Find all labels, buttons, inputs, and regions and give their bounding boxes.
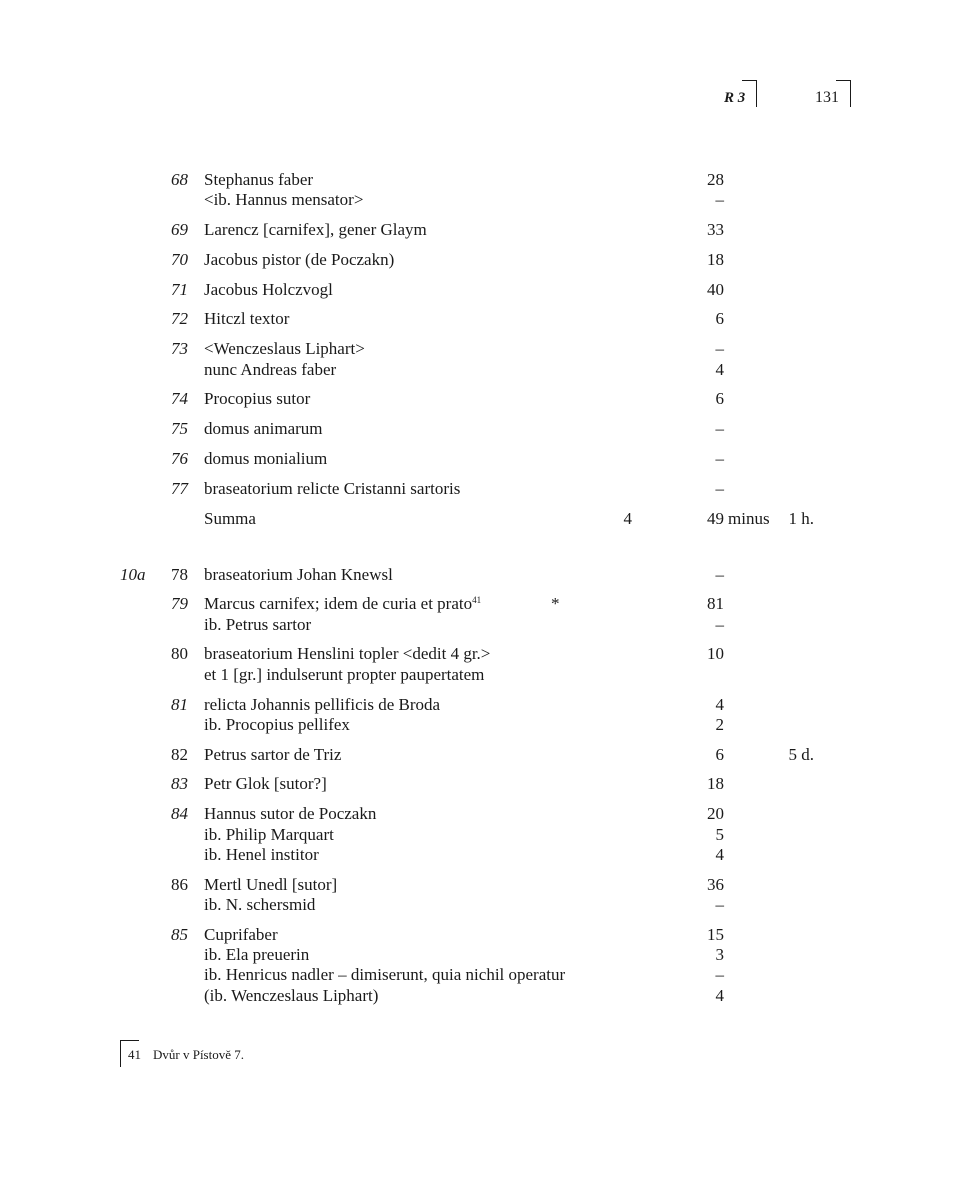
entry-number: 76 <box>171 448 188 468</box>
entry-row <box>0 925 960 1006</box>
entry-number: 80 <box>171 644 188 664</box>
asterisk-mark: * <box>551 594 560 614</box>
entry-row <box>0 419 960 439</box>
value-col-2: 20 <box>707 804 724 824</box>
entry-line <box>0 280 960 300</box>
value-col-2: 81 <box>707 594 724 614</box>
value-col-2: 4 <box>715 359 724 379</box>
entry-line <box>0 845 960 865</box>
entry-text: Hitczl textor <box>204 309 290 329</box>
value-col-2: 5 <box>715 824 724 844</box>
entry-line <box>0 190 960 210</box>
entry-text: Mertl Unedl [sutor] <box>204 874 338 894</box>
footnote-text: Dvůr v Pístově 7. <box>153 1047 244 1062</box>
folio-marker: 10a <box>120 564 146 584</box>
entry-number: 85 <box>171 924 188 944</box>
entry-row <box>0 565 960 585</box>
entry-line <box>0 594 960 614</box>
value-col-2: 6 <box>715 309 724 329</box>
entry-text-body: Marcus carnifex; idem de curia et prato <box>204 594 473 614</box>
entry-row <box>0 479 960 499</box>
value-col-2: 28 <box>707 170 724 189</box>
value-col-2: – <box>715 339 724 359</box>
page-number: 131 <box>815 88 851 108</box>
entry-text: braseatorium relicte Cristanni sartoris <box>204 478 461 498</box>
entry-line <box>0 715 960 735</box>
entry-number: 77 <box>171 478 188 498</box>
value-col-2: – <box>715 419 724 439</box>
entry-line <box>0 360 960 380</box>
entry-line <box>0 389 960 409</box>
entry-text: Stephanus faber <box>204 170 314 189</box>
entry-text: ib. Henricus nadler – dimiserunt, quia nichil operatur <box>204 965 566 985</box>
entry-row <box>0 804 960 865</box>
section-code: R 3 <box>724 88 757 108</box>
entry-row <box>0 170 960 211</box>
value-col-2: 2 <box>715 714 724 734</box>
entry-line <box>0 986 960 1006</box>
value-col-2: – <box>715 448 724 468</box>
value-col-3: 5 d. <box>788 744 814 764</box>
entry-row <box>0 774 960 794</box>
entry-row <box>0 339 960 380</box>
value-col-2: 4 <box>715 985 724 1005</box>
entry-row <box>0 449 960 469</box>
entry-line <box>0 220 960 240</box>
entry-line <box>0 449 960 469</box>
value-col-2: 40 <box>707 279 724 299</box>
value-col-3: 1 h. <box>788 509 814 529</box>
summa-label: Summa <box>204 509 256 529</box>
value-col-2: 10 <box>707 644 724 664</box>
value-col-2: 18 <box>707 774 724 794</box>
entry-line <box>0 665 960 685</box>
entry-text: nunc Andreas faber <box>204 359 337 379</box>
entry-row <box>0 695 960 736</box>
entry-row <box>0 745 960 765</box>
entry-number: 68 <box>171 170 188 189</box>
entry-text: ib. Ela preuerin <box>204 945 310 965</box>
entry-text: Procopius sutor <box>204 389 311 409</box>
entry-text: Hannus sutor de Poczakn <box>204 804 377 824</box>
entry-text: domus monialium <box>204 448 328 468</box>
entry-line <box>0 945 960 965</box>
value-col-2: 36 <box>707 874 724 894</box>
entry-number: 70 <box>171 249 188 269</box>
entry-number: 81 <box>171 694 188 714</box>
entry-line <box>0 695 960 715</box>
entry-line <box>0 615 960 635</box>
value-col-2: 6 <box>715 389 724 409</box>
entry-text: Cuprifaber <box>204 924 278 944</box>
entry-text: ib. Henel institor <box>204 844 319 864</box>
entry-line <box>0 875 960 895</box>
entry-row <box>0 220 960 240</box>
entry-text <box>204 594 481 614</box>
entry-row <box>0 644 960 685</box>
value-col-2: – <box>715 614 724 634</box>
value-col-2: – <box>715 190 724 210</box>
entry-text: Jacobus pistor (de Poczakn) <box>204 249 395 269</box>
footnote <box>120 1040 244 1066</box>
register-entries <box>0 170 960 1015</box>
entry-text: et 1 [gr.] indulserunt propter paupertatem <box>204 664 485 684</box>
value-col-2: 49 <box>707 509 724 529</box>
entry-text: Jacobus Holczvogl <box>204 279 333 299</box>
entry-text: ib. Philip Marquart <box>204 824 334 844</box>
entry-number: 71 <box>171 279 188 299</box>
value-col-2: 33 <box>707 220 724 240</box>
value-col-2-note: minus <box>728 509 770 529</box>
entry-line <box>0 509 960 529</box>
entry-line <box>0 774 960 794</box>
entry-number: 84 <box>171 804 188 824</box>
entry-line <box>0 419 960 439</box>
value-col-2: – <box>715 965 724 985</box>
value-col-2: 4 <box>715 694 724 714</box>
entry-number: 75 <box>171 419 188 439</box>
entry-line <box>0 565 960 585</box>
entry-line <box>0 644 960 664</box>
entry-text: <Wenczeslaus Liphart> <box>204 339 365 359</box>
entry-line <box>0 745 960 765</box>
entry-number: 86 <box>171 874 188 894</box>
entry-text: ib. N. schersmid <box>204 894 316 914</box>
value-col-2: 4 <box>715 844 724 864</box>
entry-text: relicta Johannis pellificis de Broda <box>204 694 441 714</box>
entry-number: 72 <box>171 309 188 329</box>
entry-line <box>0 170 960 190</box>
entry-line <box>0 825 960 845</box>
entry-number: 73 <box>171 339 188 359</box>
entry-text: braseatorium Henslini topler <dedit 4 gr.> <box>204 644 491 664</box>
entry-text: ib. Procopius pellifex <box>204 714 350 734</box>
value-col-2: 6 <box>715 744 724 764</box>
entry-text: domus animarum <box>204 419 323 439</box>
entry-text: ib. Petrus sartor <box>204 614 312 634</box>
footnote-ref[interactable]: 41 <box>472 595 482 606</box>
value-col-2: 18 <box>707 249 724 269</box>
entry-text: Petr Glok [sutor?] <box>204 774 327 794</box>
value-col-2: 15 <box>707 924 724 944</box>
entry-text: Petrus sartor de Triz <box>204 744 342 764</box>
value-col-2: – <box>715 478 724 498</box>
entry-number: 74 <box>171 389 188 409</box>
value-col-2: – <box>715 894 724 914</box>
entry-line <box>0 339 960 359</box>
entry-line <box>0 895 960 915</box>
entry-text: <ib. Hannus mensator> <box>204 190 364 210</box>
entry-row <box>0 309 960 329</box>
value-col-1: 4 <box>623 509 632 529</box>
entry-row <box>0 280 960 300</box>
entry-number: 83 <box>171 774 188 794</box>
entry-line <box>0 965 960 985</box>
entry-text: Larencz [carnifex], gener Glaym <box>204 220 427 240</box>
value-col-2: – <box>715 564 724 584</box>
entry-number: 78 <box>171 564 188 584</box>
entry-number: 82 <box>171 744 188 764</box>
entry-line <box>0 804 960 824</box>
footnote-number: 41 <box>128 1047 141 1062</box>
entry-row <box>0 250 960 270</box>
value-col-2: 3 <box>715 945 724 965</box>
entry-number: 79 <box>171 594 188 614</box>
entry-row <box>0 594 960 635</box>
entry-line <box>0 250 960 270</box>
entry-row <box>0 389 960 409</box>
entry-number: 69 <box>171 220 188 240</box>
entry-row <box>0 875 960 916</box>
entry-text: (ib. Wenczeslaus Liphart) <box>204 985 379 1005</box>
entry-text: braseatorium Johan Knewsl <box>204 564 393 584</box>
entry-line <box>0 479 960 499</box>
entry-line <box>0 309 960 329</box>
entry-line <box>0 925 960 945</box>
